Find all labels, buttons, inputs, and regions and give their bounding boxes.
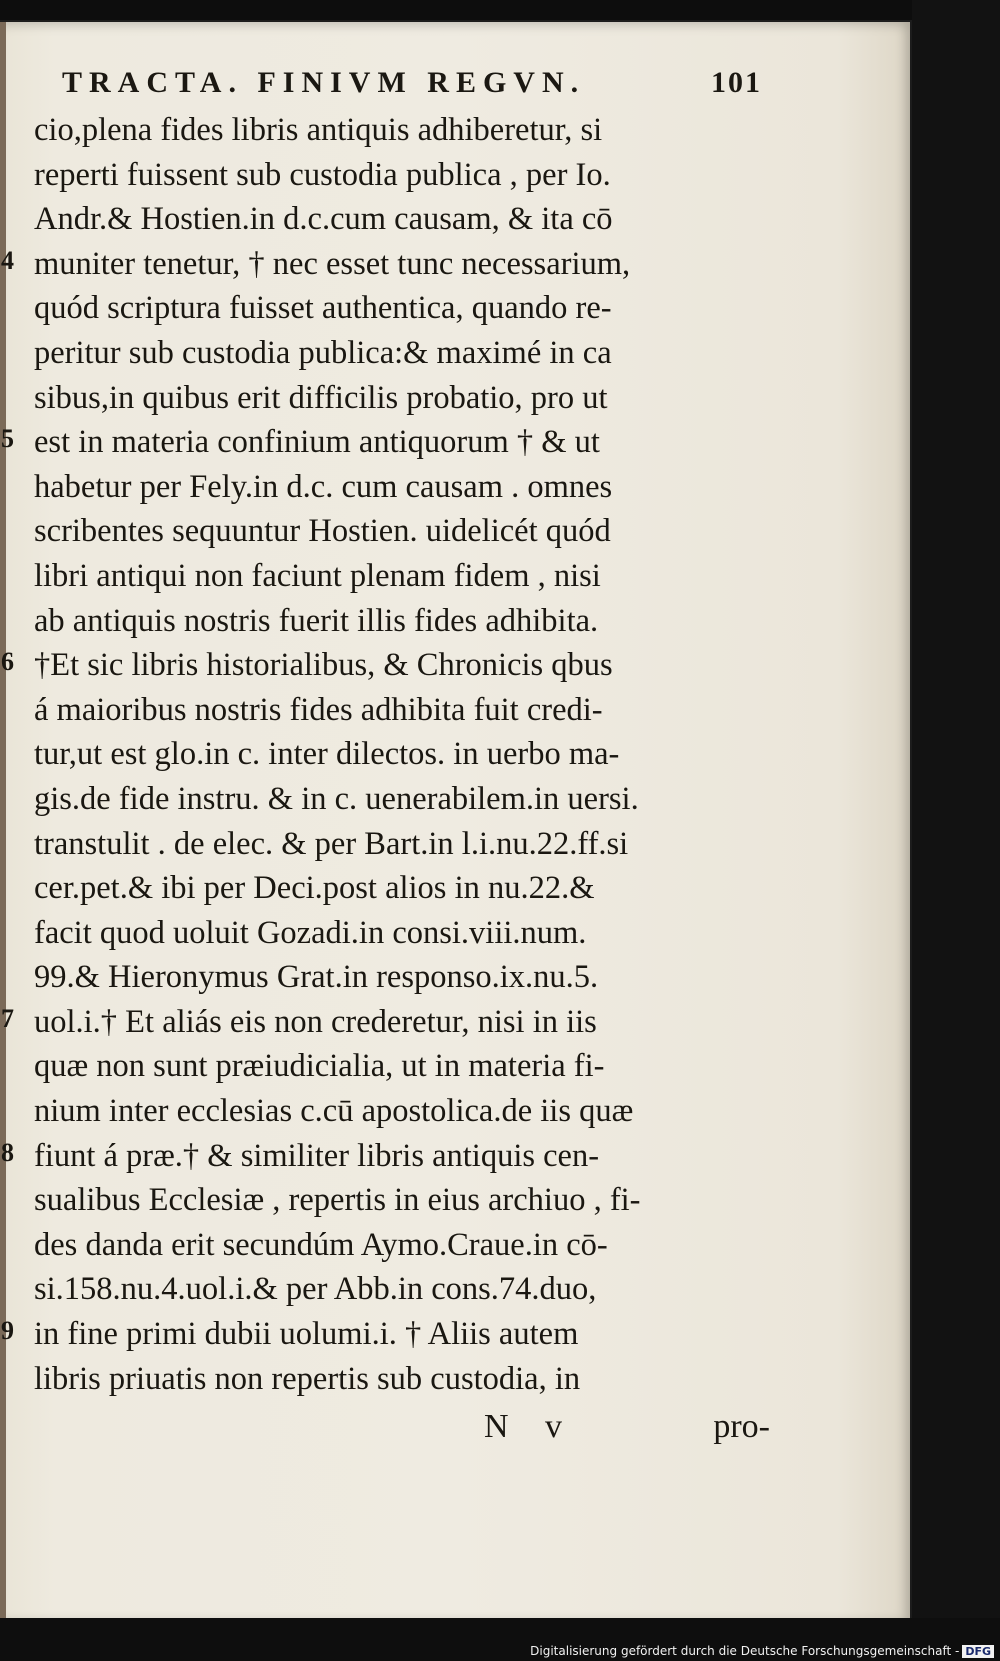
text-line: gis.de fide instru. & in c. uenerabilem.in uersi.	[34, 780, 639, 817]
text-line: quæ non sunt præiudicialia, ut in materia fi-	[34, 1048, 605, 1085]
text-line: cio,plena fides libris antiquis adhiberetur, si	[34, 112, 603, 148]
text-line: sibus,in quibus erit difficilis probatio, pro ut	[34, 379, 608, 416]
margin-note-number: 9	[1, 1316, 14, 1346]
text-line: fiunt á præ.† & similiter libris antiquis cen-	[34, 1137, 600, 1174]
page-header	[62, 60, 762, 110]
margin-note-number: 8	[1, 1137, 14, 1167]
text-line: ab antiquis nostris fuerit illis fides adhibita.	[34, 602, 599, 639]
text-line: quód scriptura fuisset authentica, quando re-	[34, 290, 612, 327]
text-line: facit quod uoluit Gozadi.in consi.viii.num.	[34, 914, 587, 951]
text-line: scribentes sequuntur Hostien. uidelicét quód	[34, 513, 611, 550]
scan-border-right	[912, 0, 1000, 1640]
text-line: †Et sic libris historialibus, & Chronicis qbus	[34, 647, 613, 684]
margin-note-number: 5	[1, 424, 14, 454]
text-line: est in materia confinium antiquorum † & ut	[34, 424, 600, 461]
margin-numbers	[0, 108, 16, 1358]
margin-note-number: 6	[1, 647, 14, 677]
scan-border-top	[0, 0, 1000, 20]
text-line: Andr.& Hostien.in d.c.cum causam, & ita cō	[34, 201, 613, 238]
running-title: TRACTA. FINIVM REGVN.	[62, 66, 586, 99]
text-line: tur,ut est glo.in c. inter dilectos. in uerbo ma-	[34, 736, 620, 773]
text-line: reperti fuissent sub custodia publica , per Io.	[34, 156, 611, 193]
text-line: sualibus Ecclesiæ , repertis in eius archiuo , fi-	[34, 1182, 641, 1219]
text-line: muniter tenetur, † nec esset tunc necessarium,	[34, 245, 631, 282]
digitization-credit	[530, 1644, 994, 1658]
page-number: 101	[711, 66, 762, 99]
margin-note-number: 4	[1, 245, 14, 275]
text-line: transtulit . de elec. & per Bart.in l.i.nu.22.ff.si	[34, 825, 629, 862]
text-line: á maioribus nostris fides adhibita fuit credi-	[34, 691, 603, 728]
text-line: libris priuatis non repertis sub custodia, in	[34, 1360, 581, 1397]
body-text	[34, 108, 764, 1401]
margin-note-number: 7	[1, 1004, 14, 1033]
text-line: habetur per Fely.in d.c. cum causam . omnes	[34, 468, 613, 505]
catchword: pro-	[713, 1408, 770, 1445]
text-line: 99.& Hieronymus Grat.in responso.ix.nu.5.	[34, 959, 599, 996]
text-line: in fine primi dubii uolumi.i. † Aliis autem	[34, 1316, 579, 1353]
text-line: si.158.nu.4.uol.i.& per Abb.in cons.74.duo,	[34, 1271, 597, 1308]
text-line: uol.i.† Et aliás eis non crederetur, nisi in iis	[34, 1003, 597, 1040]
signature-mark: N v	[484, 1408, 577, 1445]
text-line: des danda erit secundúm Aymo.Craue.in cō-	[34, 1226, 608, 1263]
catch-line	[480, 1408, 770, 1452]
credit-text: Digitalisierung gefördert durch die Deutsche Forschungsgemeinschaft -	[530, 1644, 960, 1658]
dfg-logo: DFG	[962, 1645, 994, 1658]
text-line: peritur sub custodia publica:& maximé in ca	[34, 334, 612, 371]
text-line: nium inter ecclesias c.cū apostolica.de iis quæ	[34, 1093, 634, 1130]
text-line: libri antiqui non faciunt plenam fidem , nisi	[34, 557, 601, 594]
text-line: cer.pet.& ibi per Deci.post alios in nu.22.&	[34, 870, 595, 907]
scan-border-bottom	[0, 1618, 1000, 1661]
